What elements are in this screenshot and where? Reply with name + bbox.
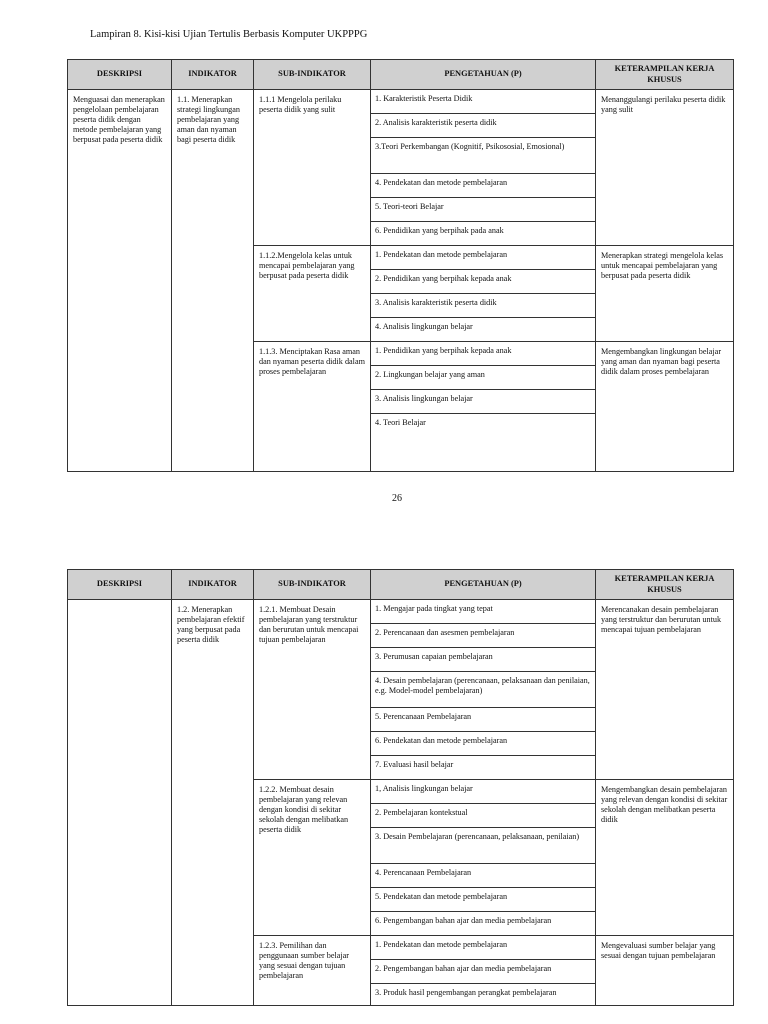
sub-indikator-cell: 1.2.2. Membuat desain pembelajaran yang relevan dengan kondisi di sekitar sekolah dengan melibatkan peserta didik <box>254 780 371 936</box>
sub-indikator-cell: 1.1.1 Mengelola perilaku peserta didik yang sulit <box>254 90 371 246</box>
pengetahuan-item: 1. Pendekatan dan metode pembelajaran <box>371 936 596 960</box>
deskripsi-cell <box>68 600 172 1006</box>
pengetahuan-item: 1. Mengajar pada tingkat yang tepat <box>371 600 596 624</box>
pengetahuan-item: 3. Perumusan capaian pembelajaran <box>371 648 596 672</box>
header-pengetahuan: PENGETAHUAN (P) <box>371 60 596 90</box>
kisi-kisi-table-2 <box>67 569 734 1006</box>
pengetahuan-item: 5. Teori-teori Belajar <box>371 198 596 222</box>
sub-indikator-cell: 1.1.2.Mengelola kelas untuk mencapai pembelajaran yang berpusat pada peserta didik <box>254 246 371 342</box>
pengetahuan-item: 2. Perencanaan dan asesmen pembelajaran <box>371 624 596 648</box>
pengetahuan-item: 1, Analisis lingkungan belajar <box>371 780 596 804</box>
table-header-row <box>68 60 734 90</box>
pengetahuan-item: 1. Pendekatan dan metode pembelajaran <box>371 246 596 270</box>
header-pengetahuan: PENGETAHUAN (P) <box>371 570 596 600</box>
pengetahuan-item: 6. Pendidikan yang berpihak pada anak <box>371 222 596 246</box>
pengetahuan-item: 4. Desain pembelajaran (perencanaan, pelaksanaan dan penilaian, e.g. Model-model pembelajaran) <box>371 672 596 708</box>
header-sub-indikator: SUB-INDIKATOR <box>254 60 371 90</box>
sub-indikator-cell: 1.2.3. Pemilihan dan penggunaan sumber belajar yang sesuai dengan tujuan pembelajaran <box>254 936 371 1006</box>
pengetahuan-item: 2. Pengembangan bahan ajar dan media pembelajaran <box>371 960 596 984</box>
header-deskripsi: DESKRIPSI <box>68 570 172 600</box>
pengetahuan-item: 3. Analisis lingkungan belajar <box>371 390 596 414</box>
table-row <box>68 90 734 114</box>
keterampilan-cell: Merencanakan desain pembelajaran yang terstruktur dan berurutan untuk mencapai tujuan pembelajaran <box>596 600 734 780</box>
sub-indikator-cell: 1.1.3. Menciptakan Rasa aman dan nyaman peserta didik dalam proses pembelajaran <box>254 342 371 472</box>
pengetahuan-item: 2. Pembelajaran kontekstual <box>371 804 596 828</box>
table-header-row <box>68 570 734 600</box>
keterampilan-cell: Menanggulangi perilaku peserta didik yang sulit <box>596 90 734 246</box>
pengetahuan-item: 7. Evaluasi hasil belajar <box>371 756 596 780</box>
header-keterampilan: KETERAMPILAN KERJA KHUSUS <box>596 60 734 90</box>
pengetahuan-item: 4. Analisis lingkungan belajar <box>371 318 596 342</box>
deskripsi-cell: Menguasai dan menerapkan pengelolaan pembelajaran peserta didik dengan metode pembelajaran yang berpusat pada peserta didik <box>68 90 172 472</box>
pengetahuan-item: 6. Pendekatan dan metode pembelajaran <box>371 732 596 756</box>
header-keterampilan: KETERAMPILAN KERJA KHUSUS <box>596 570 734 600</box>
header-indikator: INDIKATOR <box>172 570 254 600</box>
pengetahuan-item: 4. Perencanaan Pembelajaran <box>371 864 596 888</box>
keterampilan-cell: Menerapkan strategi mengelola kelas untuk mencapai pembelajaran yang berpusat pada peserta didik <box>596 246 734 342</box>
pengetahuan-item: 5. Pendekatan dan metode pembelajaran <box>371 888 596 912</box>
pengetahuan-item: 6. Pengembangan bahan ajar dan media pembelajaran <box>371 912 596 936</box>
header-sub-indikator: SUB-INDIKATOR <box>254 570 371 600</box>
table-row <box>68 600 734 624</box>
indikator-cell: 1.1. Menerapkan strategi lingkungan pembelajaran yang aman dan nyaman bagi peserta didik <box>172 90 254 472</box>
pengetahuan-item: 4. Pendekatan dan metode pembelajaran <box>371 174 596 198</box>
header-deskripsi: DESKRIPSI <box>68 60 172 90</box>
keterampilan-cell: Mengembangkan desain pembelajaran yang relevan dengan kondisi di sekitar sekolah dengan melibatkan peserta didik <box>596 780 734 936</box>
pengetahuan-item: 4. Teori Belajar <box>371 414 596 472</box>
pengetahuan-item: 3.Teori Perkembangan (Kognitif, Psikososial, Emosional) <box>371 138 596 174</box>
pengetahuan-item: 1. Karakteristik Peserta Didik <box>371 90 596 114</box>
pengetahuan-item: 1. Pendidikan yang berpihak kepada anak <box>371 342 596 366</box>
pengetahuan-item: 2. Lingkungan belajar yang aman <box>371 366 596 390</box>
pengetahuan-item: 2. Analisis karakteristik peserta didik <box>371 114 596 138</box>
header-indikator: INDIKATOR <box>172 60 254 90</box>
keterampilan-cell: Mengevaluasi sumber belajar yang sesuai dengan tujuan pembelajaran <box>596 936 734 1006</box>
pengetahuan-item: 2. Pendidikan yang berpihak kepada anak <box>371 270 596 294</box>
document-caption: Lampiran 8. Kisi-kisi Ujian Tertulis Berbasis Komputer UKPPPG <box>90 29 368 40</box>
kisi-kisi-table-1 <box>67 59 734 472</box>
keterampilan-cell: Mengembangkan lingkungan belajar yang aman dan nyaman bagi peserta didik dalam proses pembelajaran <box>596 342 734 472</box>
pengetahuan-item: 3. Analisis karakteristik peserta didik <box>371 294 596 318</box>
indikator-cell: 1.2. Menerapkan pembelajaran efektif yang berpusat pada peserta didik <box>172 600 254 1006</box>
pengetahuan-item: 5. Perencanaan Pembelajaran <box>371 708 596 732</box>
page-number: 26 <box>392 493 402 504</box>
sub-indikator-cell: 1.2.1. Membuat Desain pembelajaran yang terstruktur dan berurutan untuk mencapai tujuan pembelajaran <box>254 600 371 780</box>
pengetahuan-item: 3. Desain Pembelajaran (perencanaan, pelaksanaan, penilaian) <box>371 828 596 864</box>
pengetahuan-item: 3. Produk hasil pengembangan perangkat pembelajaran <box>371 984 596 1006</box>
